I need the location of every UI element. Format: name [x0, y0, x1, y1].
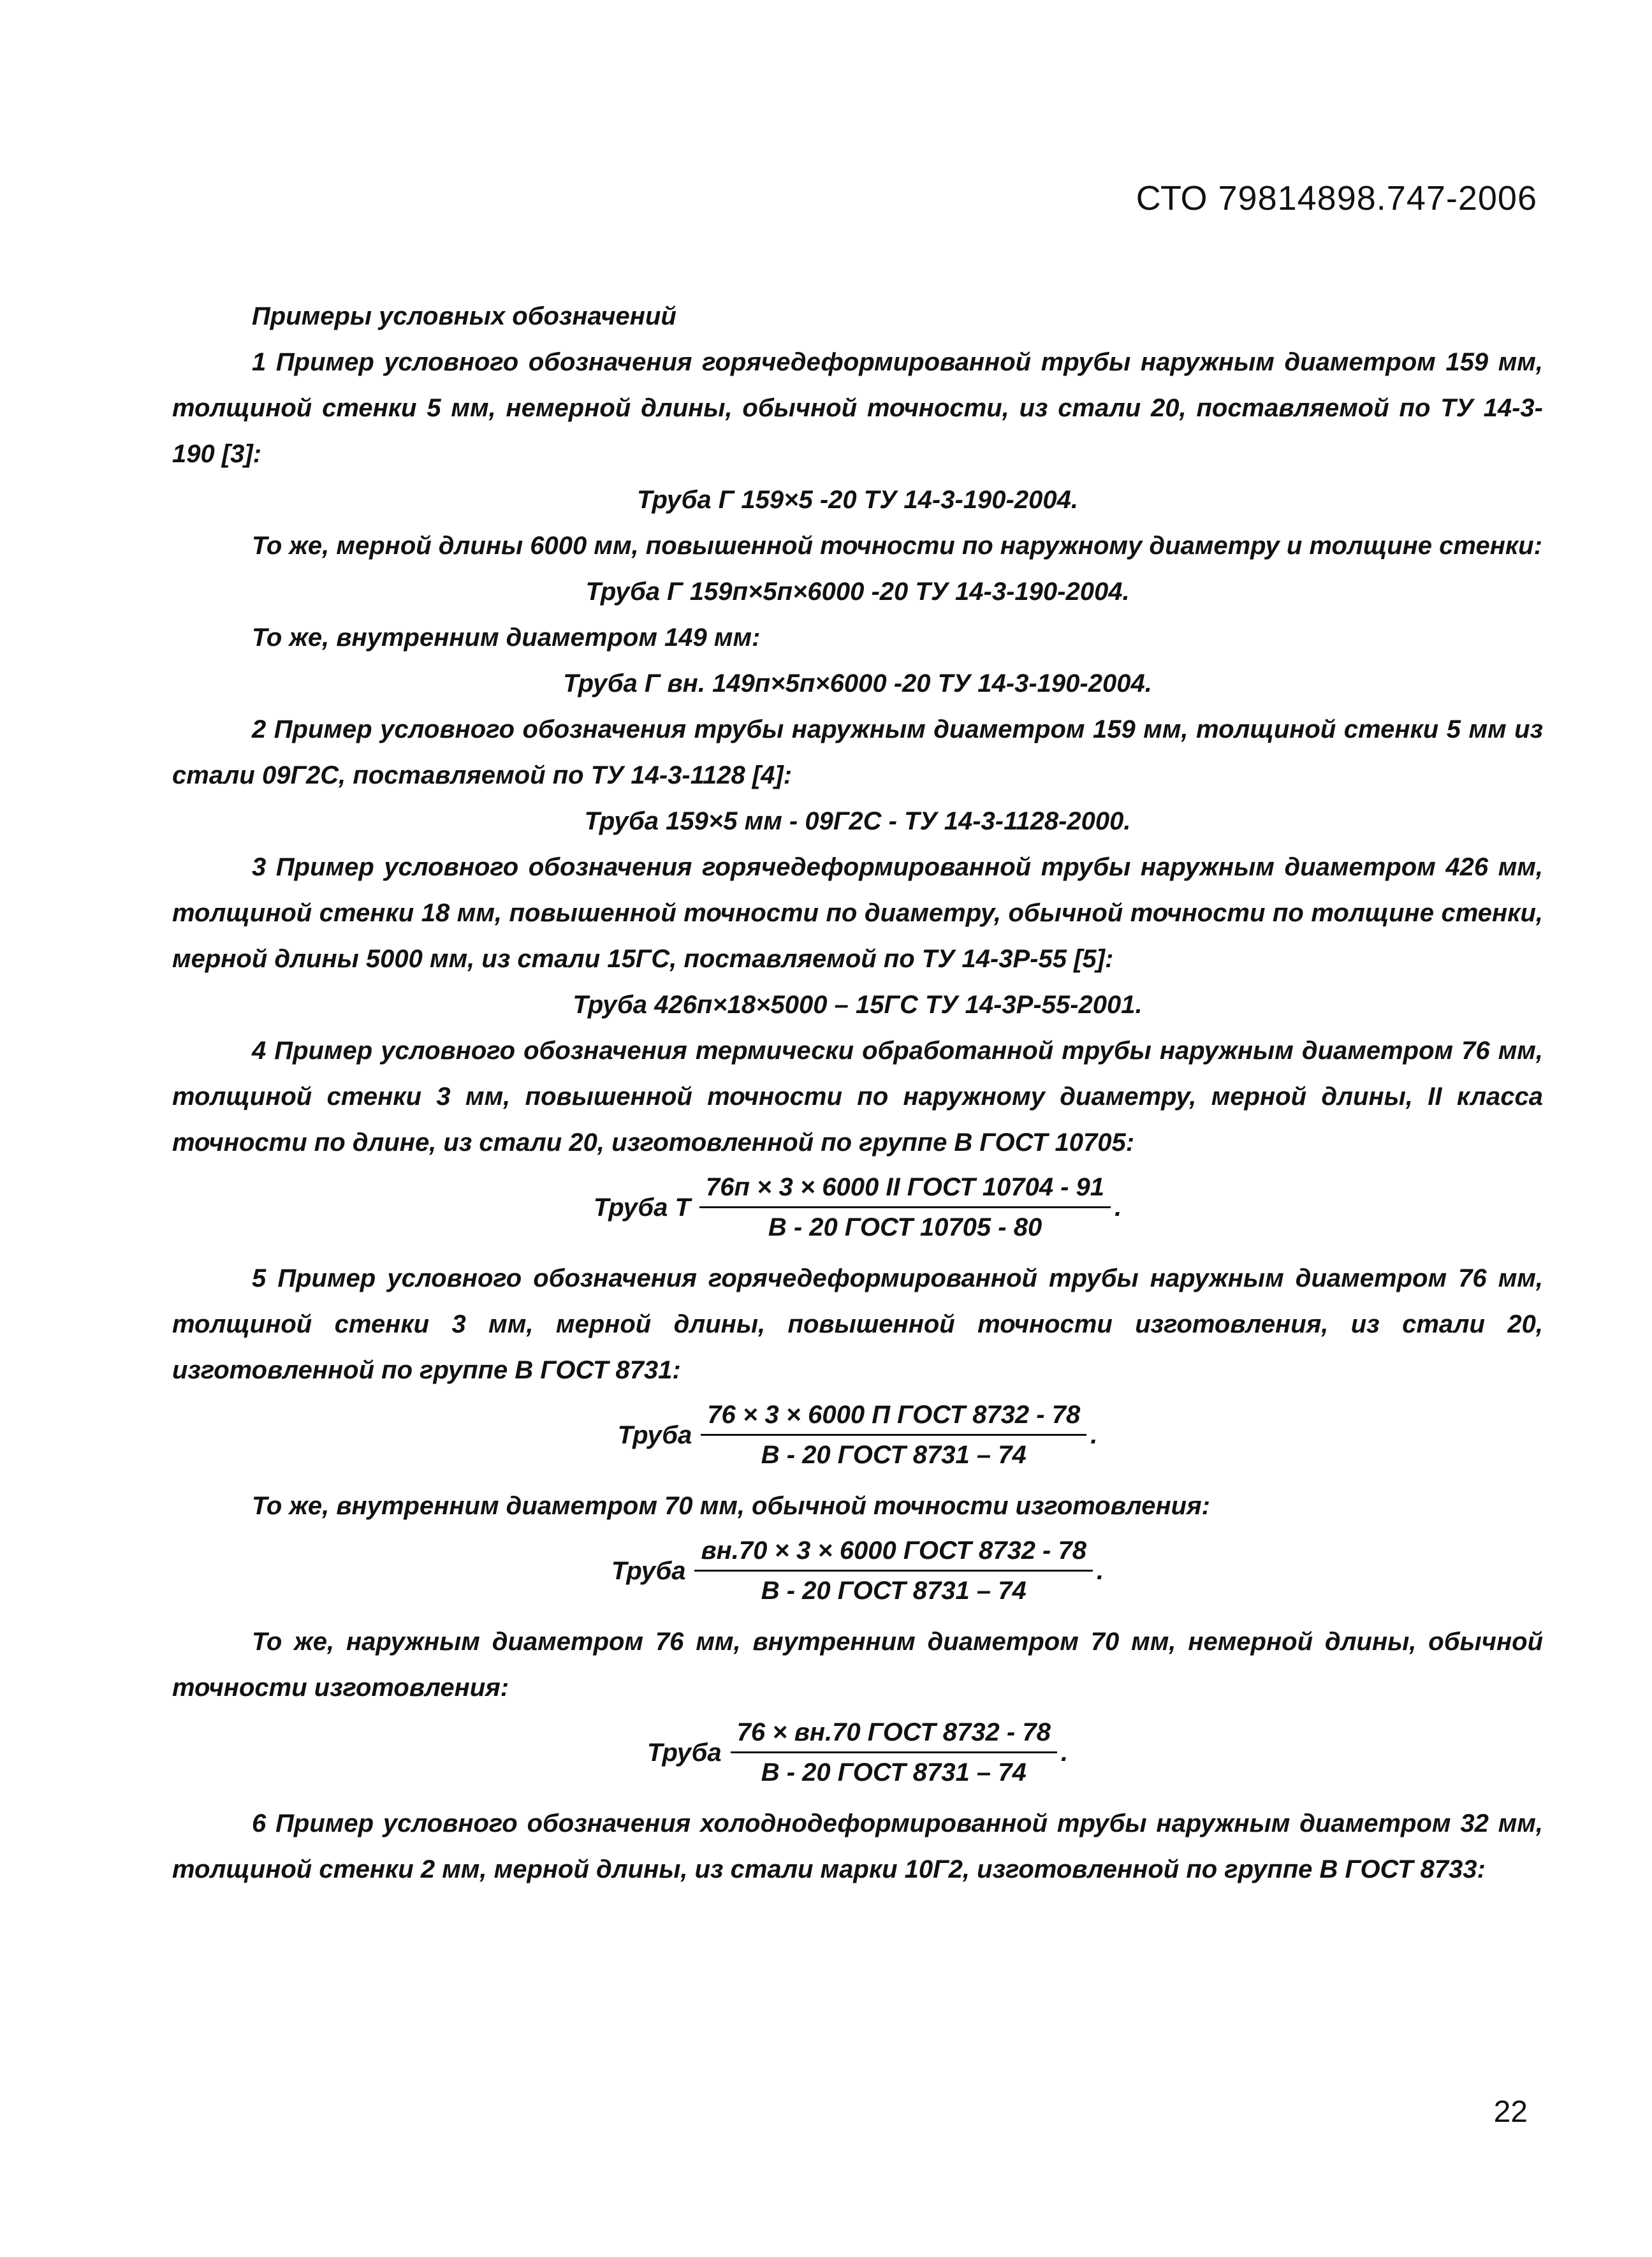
- fraction-prefix: Труба: [647, 1738, 722, 1767]
- fraction-prefix: Труба: [611, 1556, 686, 1585]
- fraction-denominator: В - 20 ГОСТ 8731 – 74: [761, 1577, 1027, 1605]
- example-5-text: 5 Пример условного обозначения горячедеформированной трубы наружным диаметром 76 мм, толщиной стенки 3 мм, мерной длины, повышенной точности изготовления, из стали 20, изготовленной по группе В ГОСТ 8731:: [172, 1264, 1543, 1384]
- example-4-text: 4 Пример условного обозначения термически обработанной трубы наружным диаметром 76 мм, толщиной стенки 3 мм, повышенной точности по наружному диаметру, мерной длины, II класса точности по длине, из стали 20, изготовленной по группе В ГОСТ 10705:: [172, 1037, 1543, 1157]
- fraction-denominator: В - 20 ГОСТ 8731 – 74: [761, 1441, 1027, 1469]
- fraction: [731, 1713, 1057, 1792]
- example-1-text: 1 Пример условного обозначения горячедеформированной трубы наружным диаметром 159 мм, толщиной стенки 5 мм, немерной длины, обычной точности, из стали 20, поставляемой по ТУ 14-3-190 [3]:: [172, 348, 1543, 468]
- example-6-text: 6 Пример условного обозначения холоднодеформированной трубы наружным диаметром 32 мм, толщиной стенки 2 мм, мерной длины, из стали марки 10Г2, изготовленной по группе В ГОСТ 8733:: [172, 1809, 1543, 1883]
- example-5-variant2-text: То же, наружным диаметром 76 мм, внутренним диаметром 70 мм, немерной длины, обычной точности изготовления:: [172, 1628, 1543, 1702]
- page-number: 22: [1493, 2095, 1528, 2129]
- example-1-variant2-formula: Труба Г вн. 149п×5п×6000 -20 ТУ 14-3-190-2004.: [563, 669, 1152, 698]
- example-5-variant-text: То же, внутренним диаметром 70 мм, обычной точности изготовления:: [252, 1492, 1210, 1520]
- fraction-suffix: .: [1090, 1421, 1098, 1449]
- fraction-suffix: .: [1060, 1738, 1068, 1767]
- fraction: [701, 1396, 1086, 1474]
- fraction-suffix: .: [1115, 1193, 1122, 1222]
- example-4-fraction: [172, 1168, 1543, 1246]
- example-3-text: 3 Пример условного обозначения горячедеформированной трубы наружным диаметром 426 мм, толщиной стенки 18 мм, повышенной точности по диаметру, обычной точности по толщине стенки, мерной длины 5000 мм, из стали 15ГС, поставляемой по ТУ 14-3Р-55 [5]:: [172, 853, 1543, 973]
- fraction-numerator: вн.70 × 3 × 6000 ГОСТ 8732 - 78: [694, 1531, 1093, 1572]
- example-5-fraction: [172, 1396, 1543, 1474]
- fraction-numerator: 76 × 3 × 6000 П ГОСТ 8732 - 78: [701, 1396, 1086, 1436]
- section-heading: Примеры условных обозначений: [252, 302, 676, 330]
- example-2-text: 2 Пример условного обозначения трубы наружным диаметром 159 мм, толщиной стенки 5 мм из стали 09Г2С, поставляемой по ТУ 14-3-1128 [4]:: [172, 715, 1543, 789]
- example-1-variant2-text: То же, внутренним диаметром 149 мм:: [252, 624, 761, 652]
- fraction-denominator: В - 20 ГОСТ 8731 – 74: [761, 1758, 1027, 1786]
- example-5-variant-fraction: [172, 1531, 1543, 1610]
- example-1-variant-formula: Труба Г 159п×5п×6000 -20 ТУ 14-3-190-2004.: [585, 578, 1130, 606]
- fraction-denominator: В - 20 ГОСТ 10705 - 80: [768, 1213, 1042, 1241]
- example-2-formula: Труба 159×5 мм - 09Г2С - ТУ 14-3-1128-2000.: [584, 807, 1131, 835]
- fraction-numerator: 76 × вн.70 ГОСТ 8732 - 78: [731, 1713, 1057, 1753]
- example-3-formula: Труба 426п×18×5000 – 15ГС ТУ 14-3Р-55-2001.: [573, 991, 1143, 1019]
- example-1-variant-text: То же, мерной длины 6000 мм, повышенной точности по наружному диаметру и толщине стенки:: [252, 532, 1542, 560]
- example-1-formula: Труба Г 159×5 -20 ТУ 14-3-190-2004.: [637, 486, 1078, 514]
- fraction: [699, 1168, 1111, 1246]
- example-5-variant2-fraction: [172, 1713, 1543, 1792]
- document-code-header: СТО 79814898.747-2006: [1136, 179, 1537, 217]
- fraction-prefix: Труба: [617, 1421, 692, 1449]
- fraction-prefix: Труба Т: [593, 1193, 691, 1222]
- fraction-numerator: 76п × 3 × 6000 II ГОСТ 10704 - 91: [699, 1168, 1111, 1208]
- fraction: [694, 1531, 1093, 1610]
- document-body: [172, 293, 1543, 1892]
- fraction-suffix: .: [1096, 1556, 1104, 1585]
